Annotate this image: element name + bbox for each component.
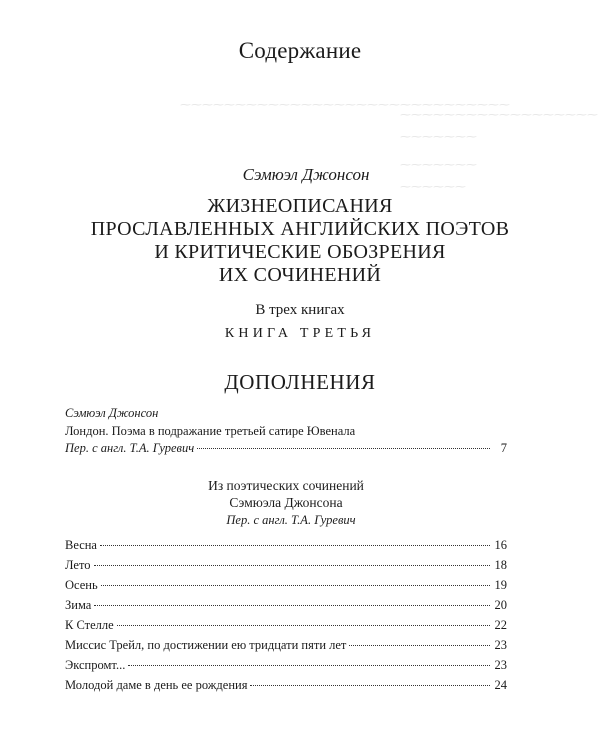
page-number: 24 bbox=[494, 678, 507, 692]
entry-title: Лето bbox=[65, 558, 91, 572]
leader-dots bbox=[100, 545, 490, 546]
entry-title: Молодой даме в день ее рождения bbox=[65, 678, 248, 692]
leader-dots bbox=[250, 685, 490, 686]
book-title bbox=[0, 195, 600, 287]
poems-heading-line1: Из поэтических сочинений bbox=[208, 478, 364, 493]
book-number: КНИГА ТРЕТЬЯ bbox=[224, 326, 376, 341]
page-number: 7 bbox=[500, 441, 507, 455]
toc-entry-london[interactable] bbox=[65, 441, 507, 457]
bleed-through-texture: ⁓⁓⁓⁓⁓⁓⁓⁓⁓⁓⁓⁓⁓⁓⁓⁓⁓⁓ bbox=[400, 109, 598, 121]
leader-dots bbox=[101, 585, 490, 586]
london-title: Лондон. Поэма в подражание третьей сатире Ювенала bbox=[65, 424, 356, 438]
volumes-note: В трех книгах bbox=[255, 302, 345, 318]
entry-title: Экспромт... bbox=[65, 658, 126, 672]
bleed-through-texture: ⁓⁓⁓⁓⁓⁓ bbox=[400, 181, 466, 193]
section-heading: ДОПОЛНЕНИЯ bbox=[224, 370, 376, 394]
book-title-line: ЖИЗНЕОПИСАНИЯ bbox=[207, 195, 393, 217]
toc-entry[interactable] bbox=[65, 598, 507, 614]
toc-entry[interactable] bbox=[65, 638, 507, 654]
page-number: 23 bbox=[494, 638, 507, 652]
leader-dots bbox=[197, 448, 490, 449]
london-translator: Пер. с англ. Т.А. Гуревич bbox=[65, 441, 195, 455]
book-title-line: И КРИТИЧЕСКИЕ ОБОЗРЕНИЯ bbox=[154, 241, 446, 263]
leader-dots bbox=[349, 645, 490, 646]
entry-title: Осень bbox=[65, 578, 98, 592]
toc-entry[interactable] bbox=[65, 578, 507, 594]
book-title-line: ПРОСЛАВЛЕННЫХ АНГЛИЙСКИХ ПОЭТОВ bbox=[90, 218, 510, 240]
entry-title: Зима bbox=[65, 598, 92, 612]
leader-dots bbox=[94, 605, 490, 606]
leader-dots bbox=[94, 565, 491, 566]
book-author: Сэмюэл Джонсон bbox=[242, 165, 370, 184]
page-number: 16 bbox=[494, 538, 507, 552]
poems-heading-line2: Сэмюэла Джонсона bbox=[229, 495, 343, 510]
entry-title: Миссис Трейл, по достижении ею тридцати пяти лет bbox=[65, 638, 347, 652]
entry-title: К Стелле bbox=[65, 618, 114, 632]
toc-entry[interactable] bbox=[65, 678, 507, 694]
toc-entry[interactable] bbox=[65, 618, 507, 634]
page-number: 23 bbox=[494, 658, 507, 672]
bleed-through-texture: ⁓⁓⁓⁓⁓⁓⁓ bbox=[400, 131, 477, 143]
toc-entry[interactable] bbox=[65, 658, 507, 674]
poems-translator: Пер. с англ. Т.А. Гуревич bbox=[226, 513, 356, 527]
page-number: 19 bbox=[494, 578, 507, 592]
bleed-through-texture: ⁓⁓⁓⁓⁓⁓⁓ bbox=[400, 159, 477, 171]
leader-dots bbox=[117, 625, 490, 626]
bleed-through-texture: ⁓⁓⁓⁓⁓⁓⁓⁓⁓⁓⁓⁓⁓⁓⁓⁓⁓⁓⁓⁓⁓⁓⁓⁓⁓⁓⁓⁓⁓⁓ bbox=[180, 99, 510, 111]
page-number: 22 bbox=[494, 618, 507, 632]
toc-entry[interactable] bbox=[65, 558, 507, 574]
page-number: 20 bbox=[494, 598, 507, 612]
page-number: 18 bbox=[494, 558, 507, 572]
london-author: Сэмюэл Джонсон bbox=[65, 406, 159, 420]
page-title: Содержание bbox=[238, 38, 362, 63]
leader-dots bbox=[128, 665, 490, 666]
entry-title: Весна bbox=[65, 538, 97, 552]
toc-entry[interactable] bbox=[65, 538, 507, 554]
book-title-line: ИХ СОЧИНЕНИЙ bbox=[218, 264, 382, 286]
